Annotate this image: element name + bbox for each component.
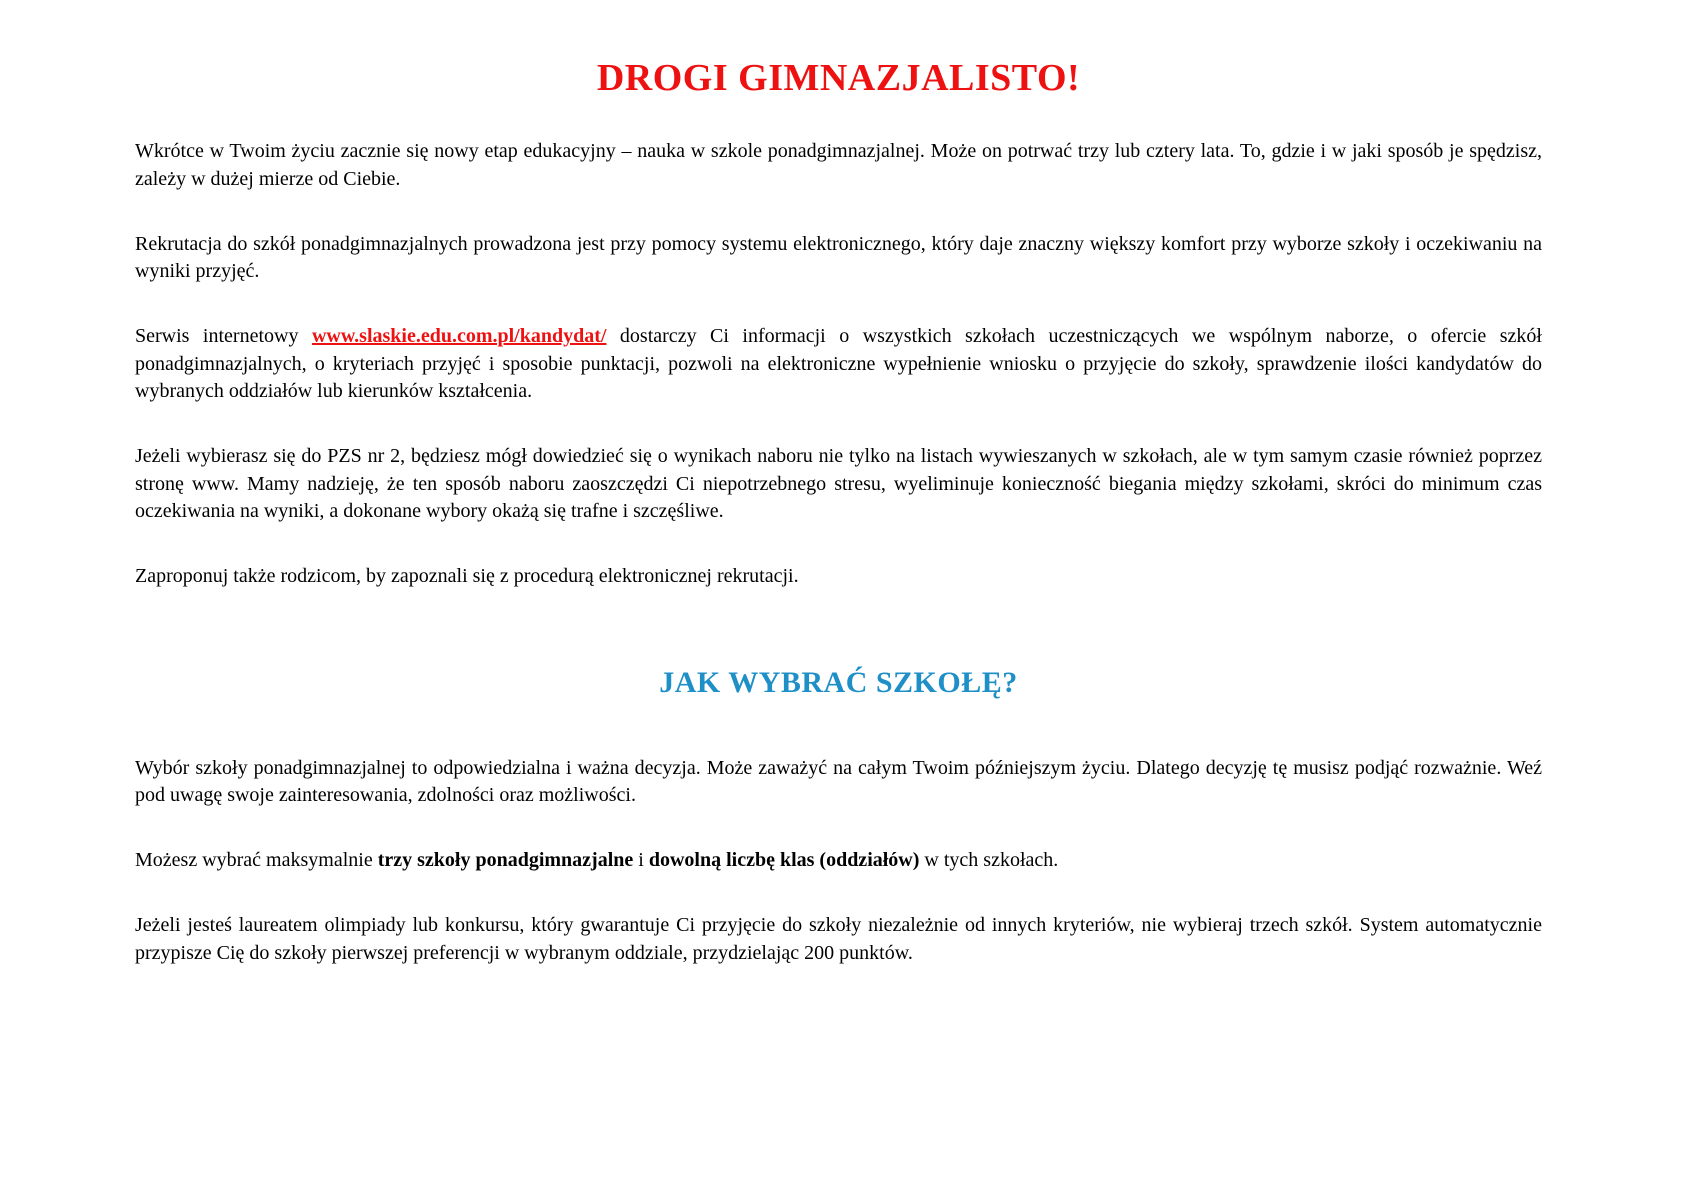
paragraph-choice-importance: Wybór szkoły ponadgimnazjalnej to odpowiedzialna i ważna decyzja. Może zaważyć na całym Twoim późniejszym życiu. Dlatego decyzję tę musisz podjąć rozważnie. Weź pod uwagę swoje zainteresowania, zdolności oraz możliwości. [135,756,1542,806]
paragraph-pzs-results: Jeżeli wybierasz się do PZS nr 2, będziesz mógł dowiedzieć się o wynikach naboru nie tylko na listach wywieszanych w szkołach, ale w tym samym czasie również poprzez stronę www. Mamy nadzieję, że ten sposób naboru zaoszczędzi Ci niepotrzebnego stresu, wyeliminuje konieczność biegania między szkołami, skróci do minimum czas oczekiwania na wyniki, a dokonane wybory okażą się trafne i szczęśliwe. [135,445,1542,522]
max-schools-text-mid: i [633,849,649,871]
paragraph-max-schools [135,847,1542,875]
max-schools-text-start: Możesz wybrać maksymalnie [135,849,378,871]
max-schools-bold-any-classes: dowolną liczbę klas (oddziałów) [648,849,920,871]
paragraph-laureate-rule: Jeżeli jesteś laureatem olimpiady lub konkursu, który gwarantuje Ci przyjęcie do szkoły niezależnie od innych kryteriów, nie wybieraj trzech szkół. System automatycznie przypisze Cię do szkoły pierwszej preferencji w wybranym oddziale, przydzielając 200 punktów. [135,914,1542,964]
section-heading-how-to-choose: JAK WYBRAĆ SZKOŁĘ? [659,665,1018,699]
document-title: DROGI GIMNAZJALISTO! [596,57,1081,99]
paragraph-new-stage: Wkrótce w Twoim życiu zacznie się nowy etap edukacyjny – nauka w szkole ponadgimnazjalnej. Może on potrwać trzy lub cztery lata. To, gdzie i w jaki sposób je spędzisz, zależy w dużej mierze od Ciebie. [135,140,1542,190]
max-schools-text-end: w tych szkołach. [919,849,1059,871]
paragraph-web-service [135,323,1542,406]
max-schools-bold-three-schools: trzy szkoły ponadgimnazjalne [377,849,634,871]
web-service-text-after-link: dostarczy Ci informacji o wszystkich szkołach uczestniczących we wspólnym naborze, o ofercie szkół ponadgimnazjalnych, o kryteriach przyjęć i sposobie punktacji, pozwoli na elektroniczne wypełnienie wniosku o przyjęcie do szkoły, sprawdzenie ilości kandydatów do wybranych oddziałów lub kierunków kształcenia. [135,325,1542,402]
paragraph-electronic-recruitment: Rekrutacja do szkół ponadgimnazjalnych prowadzona jest przy pomocy systemu elektronicznego, który daje znaczny większy komfort przy wyborze szkoły i oczekiwaniu na wyniki przyjęć. [135,232,1542,282]
recruitment-website-link[interactable]: www.slaskie.edu.com.pl/kandydat/ [311,325,607,347]
web-service-text-before-link: Serwis internetowy [135,325,312,347]
paragraph-parents-suggestion: Zaproponuj także rodzicom, by zapoznali się z procedurą elektronicznej rekrutacji. [135,565,799,587]
